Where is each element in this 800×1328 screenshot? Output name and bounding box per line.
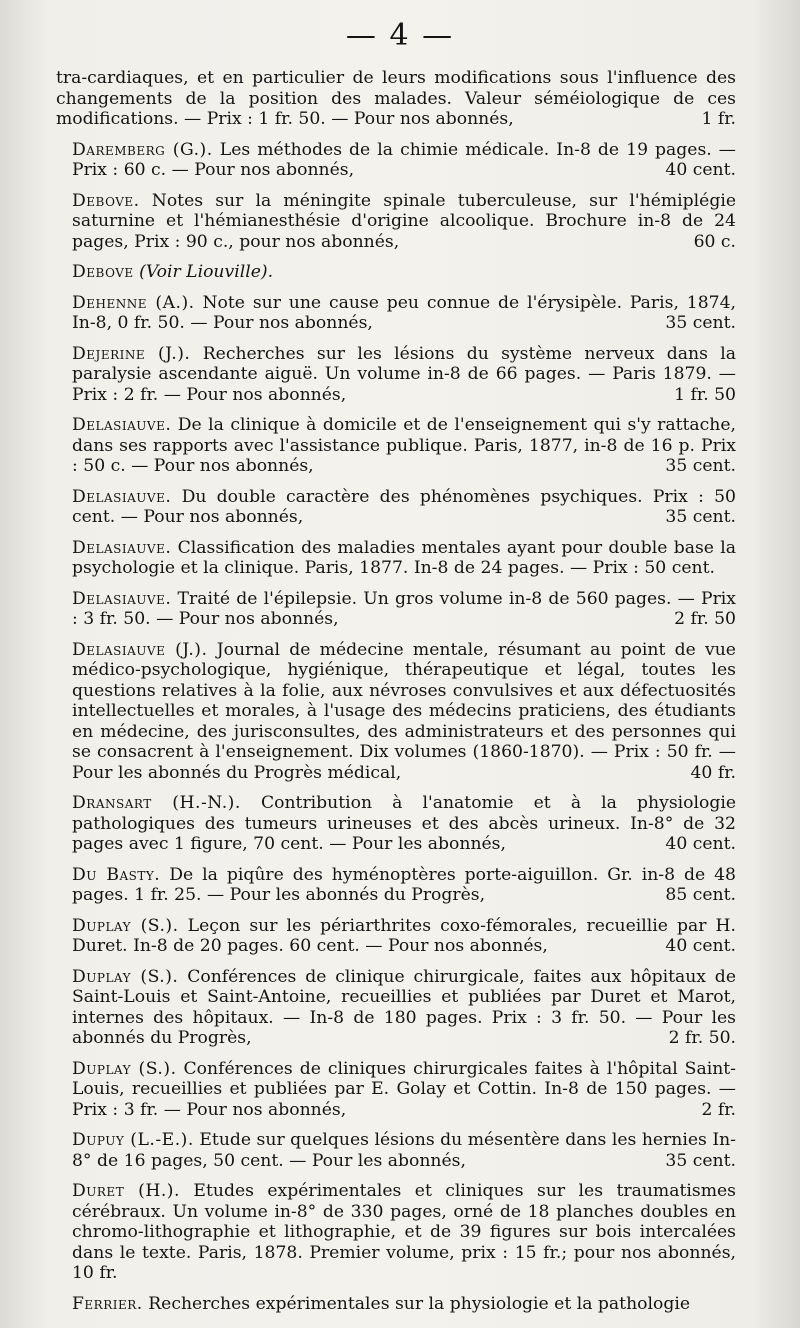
entry-author: Dejerine (J.). [72, 343, 191, 364]
list-item [56, 262, 736, 283]
list-item [56, 916, 736, 957]
list-item [56, 68, 736, 130]
entry-price: 60 c. [693, 231, 736, 252]
entry-body: Conférences de clinique chirurgicale, faites aux hôpitaux de Saint-Louis et Saint-Antoine, recueillies et publiées par Duret et Marot, internes des hôpitaux. — In-8 de 180 pages. Prix : 3 fr. 50. — Pour les abonnés du Progrès, [72, 966, 736, 1048]
list-item [56, 793, 736, 855]
list-item [56, 865, 736, 906]
list-item [56, 1059, 736, 1121]
entry-body: tra-cardiaques, et en particulier de leurs modifications sous l'influence des changements de la position des malades. Valeur séméiologique de ces modifications. — Prix : 1 fr. 50. — Pour nos abonnés, [56, 68, 736, 129]
entry-body: Conférences de cliniques chirurgicales faites à l'hôpital Saint-Louis, recueillies et publiées par E. Golay et Cottin. In-8 de 150 pages. — Prix : 3 fr. — Pour nos abonnés, [72, 1058, 736, 1120]
entry-price: 1 fr. 50 [674, 384, 736, 405]
list-item [56, 191, 736, 253]
entry-body: De la piqûre des hyménoptères porte-aiguillon. Gr. in-8 de 48 pages. 1 fr. 25. — Pour les abonnés du Progrès, [72, 864, 736, 905]
entry-author: Debove. [72, 190, 140, 211]
entry-author: Dehenne (A.). [72, 292, 195, 313]
entry-author: Delasiauve. [72, 537, 172, 558]
entry-body: Leçon sur les périarthrites coxo-fémorales, recueillie par H. Duret. In-8 de 20 pages. 60 cent. — Pour nos abonnés, [72, 915, 736, 956]
list-item [56, 1130, 736, 1171]
entry-author: Du Basty. [72, 864, 161, 885]
list-item [56, 1181, 736, 1284]
entry-author: Duret (H.). [72, 1181, 180, 1201]
list-item [56, 1294, 736, 1315]
entry-price: 35 cent. [665, 1150, 736, 1171]
entry-author: Debove [72, 262, 134, 282]
entry-price: 35 cent. [665, 507, 736, 527]
list-item [56, 415, 736, 477]
entry-author: Dransart (H.-N.). [72, 793, 241, 813]
list-item [56, 344, 736, 406]
entry-price: 40 cent. [665, 834, 736, 854]
entry-body: Recherches expérimentales sur la physiologie et la pathologie [148, 1293, 691, 1314]
entry-body: De la clinique à domicile et de l'enseignement qui s'y rattache, dans ses rapports avec l'assistance publique. Paris, 1877, in-8 de 16 p. Prix : 50 c. — Pour nos abonnés, [72, 415, 736, 476]
entry-price: 40 fr. [690, 762, 736, 783]
entry-price: 40 cent. [665, 160, 736, 180]
entry-price: 35 cent. [665, 313, 736, 333]
list-item [56, 967, 736, 1049]
list-item [56, 140, 736, 181]
list-item [56, 293, 736, 334]
entry-author: Duplay (S.). [72, 1058, 177, 1079]
entry-body: Recherches sur les lésions du système nerveux dans la paralysie ascendante aiguë. Un volume in-8 de 66 pages. — Paris 1879. — Prix : 2 fr. — Pour nos abonnés, [72, 343, 736, 405]
list-item [56, 589, 736, 630]
entry-author: Delasiauve. [72, 588, 172, 609]
entry-body: Du double caractère des phénomènes psychiques. Prix : 50 cent. — Pour nos abonnés, [72, 486, 736, 527]
entry-body: Classification des maladies mentales ayant pour double base la psychologie et la clinique. Paris, 1877. In-8 de 24 pages. — Prix : 50 cent. [72, 537, 736, 578]
entry-body: Note sur une cause peu connue de l'érysipèle. Paris, 1874, In-8, 0 fr. 50. — Pour nos abonnés, [72, 292, 736, 333]
entry-author: Daremberg (G.). [72, 139, 213, 160]
entry-body: Journal de médecine mentale, résumant au point de vue médico-psychologique, hygiénique, thérapeutique et légal, toutes les questions relatives à la folie, aux névroses convulsives et aux défectuosités intellectuelles et morales, à l'usage des médecins praticiens, des étudiants en médecine, des jurisconsultes, des administrateurs et des personnes qui se consacrent à l'enseignement. Dix volumes (1860-1870). — Prix : 50 fr. — Pour les abonnés du Progrès médical, [72, 639, 736, 783]
entry-price: 1 fr. [701, 109, 736, 129]
entry-body: Etude sur quelques lésions du mésentère dans les hernies In-8° de 16 pages, 50 cent. — Pour les abonnés, [72, 1130, 736, 1171]
entry-body: Etudes expérimentales et cliniques sur les traumatismes cérébraux. Un volume in-8° de 330 pages, orné de 18 planches doubles en chromo-lithographie et lithographie, et de 39 figures sur bois intercalées dans le texte. Paris, 1878. Premier volume, prix : 15 fr.; pour nos abonnés, 10 fr. [72, 1181, 736, 1283]
entry-list [56, 68, 736, 1324]
list-item [56, 640, 736, 784]
entry-author: Delasiauve. [72, 486, 172, 507]
entry-author: Dupuy (L.-E.). [72, 1130, 194, 1150]
entry-author: Duplay (S.). [72, 915, 179, 936]
entry-body: Contribution à l'anatomie et à la physiologie pathologiques des tumeurs urineuses et des abcès urineux. In-8° de 32 pages avec 1 figure, 70 cent. — Pour les abonnés, [72, 793, 736, 854]
entry-author: Duplay (S.). [72, 966, 179, 987]
entry-price: 40 cent. [665, 936, 736, 956]
entry-price: 2 fr. 50. [668, 1028, 736, 1048]
entry-body: Traité de l'épilepsie. Un gros volume in-8 de 560 pages. — Prix : 3 fr. 50. — Pour nos abonnés, [72, 588, 737, 629]
entry-price: 35 cent. [665, 456, 736, 476]
entry-price: 2 fr. 50 [674, 609, 736, 629]
entry-body: Notes sur la méningite spinale tuberculeuse, sur l'hémiplégie saturnine et l'hémianesthésie d'origine alcoolique. Brochure in-8 de 24 pages, Prix : 90 c., pour nos abonnés, [72, 190, 737, 252]
list-item [56, 487, 736, 528]
entry-body: (Voir Liouville). [139, 262, 274, 282]
entry-body: Les méthodes de la chimie médicale. In-8 de 19 pages. — Prix : 60 c. — Pour nos abonnés, [72, 139, 736, 180]
page-number: — 4 — [345, 18, 455, 53]
entry-author: Ferrier. [72, 1293, 143, 1314]
entry-author: Delasiauve (J.). [72, 639, 208, 660]
entry-price: 85 cent. [665, 885, 736, 905]
entry-price: 2 fr. [701, 1099, 736, 1120]
entry-author: Delasiauve. [72, 415, 172, 435]
list-item [56, 538, 736, 579]
